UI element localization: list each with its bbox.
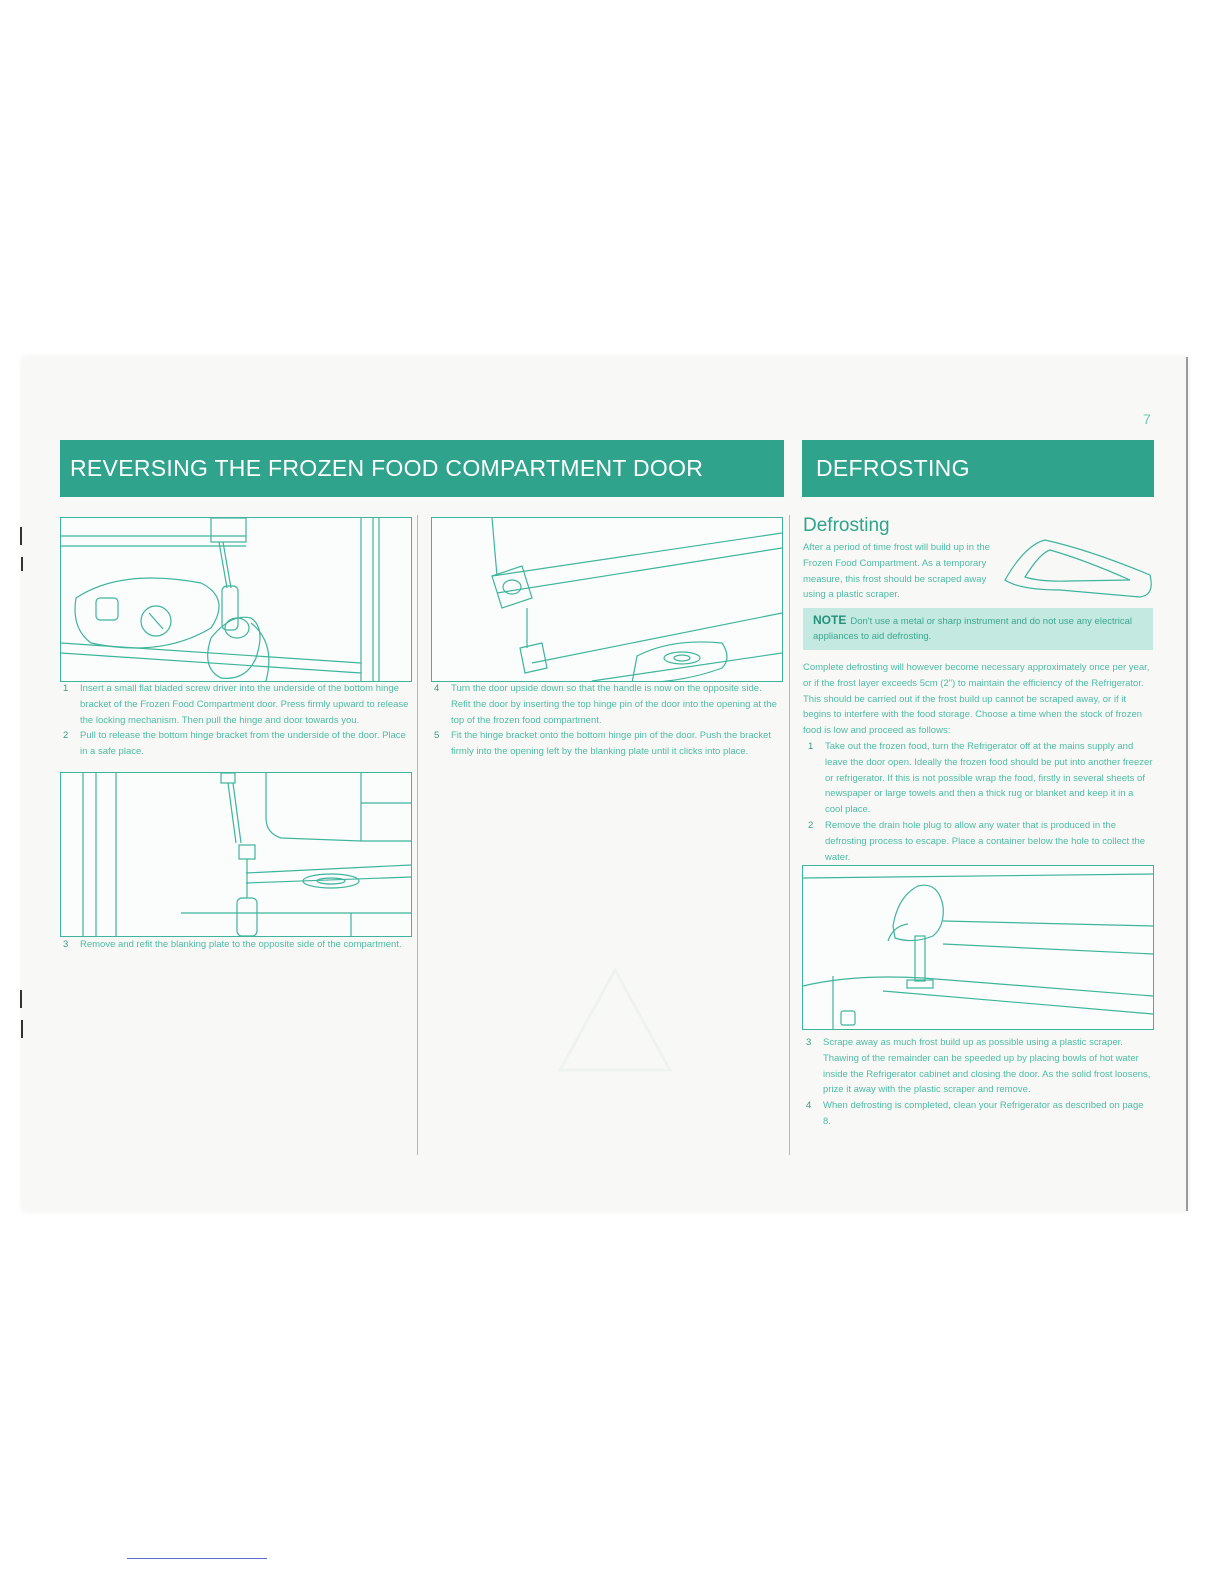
step-number: 2 [808, 819, 814, 831]
step-number: 4 [434, 683, 440, 694]
step-text: Turn the door upside down so that the handle is now on the opposite side. Refit the door by inserting the top hinge pin of the door into the opening at the top of the frozen food compartment. [451, 683, 777, 726]
step-item [60, 728, 410, 760]
step-number: 5 [434, 730, 440, 742]
step-item [60, 681, 410, 728]
defrosting-subheading: Defrosting [803, 515, 890, 536]
note-box [803, 608, 1153, 650]
step-item [60, 937, 410, 953]
step-number: 1 [63, 683, 69, 694]
binder-mark [21, 1020, 23, 1038]
section-title-defrosting: DEFROSTING [802, 440, 1154, 497]
binder-mark [20, 527, 22, 545]
illustration-blanking-plate [60, 772, 412, 937]
step-text: Pull to release the bottom hinge bracket from the underside of the door. Place in a safe place. [80, 730, 406, 758]
column-divider [789, 515, 790, 1155]
step-item [803, 739, 1153, 818]
section-title-reversing-door: REVERSING THE FROZEN FOOD COMPARTMENT DOOR [60, 440, 784, 497]
page-number: 7 [1143, 411, 1151, 427]
note-text: Don't use a metal or sharp instrument and do not use any electrical appliances to aid defrosting. [813, 616, 1133, 642]
illustration-drain-plug [802, 865, 1154, 1030]
step-number: 3 [806, 1037, 812, 1048]
footer-rule [127, 1558, 267, 1559]
step-item [803, 1035, 1153, 1098]
illustration-hinge-release [60, 517, 412, 682]
step-number: 1 [808, 740, 814, 752]
step-text: Insert a small flat bladed screw driver into the underside of the bottom hinge bracket of the Frozen Food Compartment door. Press firmly upward to release the locking mechanism. Then pull the hinge and door towards you. [80, 683, 409, 726]
defrosting-paragraph [803, 660, 1153, 865]
steps-1-2 [60, 681, 410, 760]
binder-mark [20, 990, 22, 1008]
step-item [431, 681, 781, 728]
binder-mark [21, 557, 23, 571]
step-text: When defrosting is completed, clean your Refrigerator as described on page 8. [823, 1100, 1144, 1127]
step-number: 2 [63, 730, 69, 742]
steps-defrost-3-4 [803, 1035, 1153, 1130]
illustration-refit-door [431, 517, 783, 682]
page-edge [1186, 357, 1188, 1211]
plastic-scraper-icon [1000, 535, 1155, 601]
step-item [803, 1098, 1153, 1130]
step-text: Remove the drain hole plug to allow any water that is produced in the defrosting process to escape. Place a container below the hole to collect the water. [825, 819, 1146, 863]
step-item [431, 728, 781, 760]
step-number: 3 [63, 939, 69, 950]
defrosting-intro: After a period of time frost will build up in the Frozen Food Compartment. As a temporary measure, this frost should be scraped away using a plastic scraper. [803, 542, 990, 601]
faint-warning-triangle [555, 965, 675, 1075]
defrosting-instructions: Complete defrosting will however become necessary approximately once per year, or if the frost layer exceeds 5cm (2") to maintain the efficiency of the Refrigerator. This should be carried out if the frost build up cannot be scraped away, or if it begins to interfere with the food storage. Choose a time when the stock of frozen food is low and proceed as follows: [803, 662, 1150, 737]
column-divider [417, 515, 418, 1155]
steps-4-5 [431, 681, 781, 760]
step-text: Remove and refit the blanking plate to the opposite side of the compartment. [80, 939, 402, 950]
step-text: Scrape away as much frost build up as possible using a plastic scraper. Thawing of the remainder can be speeded up by placing bowls of hot water inside the Refrigerator cabinet and closing the door. As the solid frost loosens, prize it away with the plastic scraper and remove. [823, 1037, 1151, 1096]
step-item [803, 818, 1153, 865]
step-text: Fit the hinge bracket onto the bottom hinge pin of the door. Push the bracket firmly into the opening left by the blanking plate until it clicks into place. [451, 730, 772, 758]
step-text: Take out the frozen food, turn the Refrigerator off at the mains supply and leave the door open. Ideally the frozen food should be put into another freezer or refrigerator. If this is not possible wrap the food, firstly in several sheets of newspaper or large towels and then a thick rug or blanket and keep it in a cool place. [825, 740, 1153, 816]
note-label: NOTE [813, 613, 847, 627]
steps-3 [60, 937, 410, 953]
step-number: 4 [806, 1100, 812, 1112]
